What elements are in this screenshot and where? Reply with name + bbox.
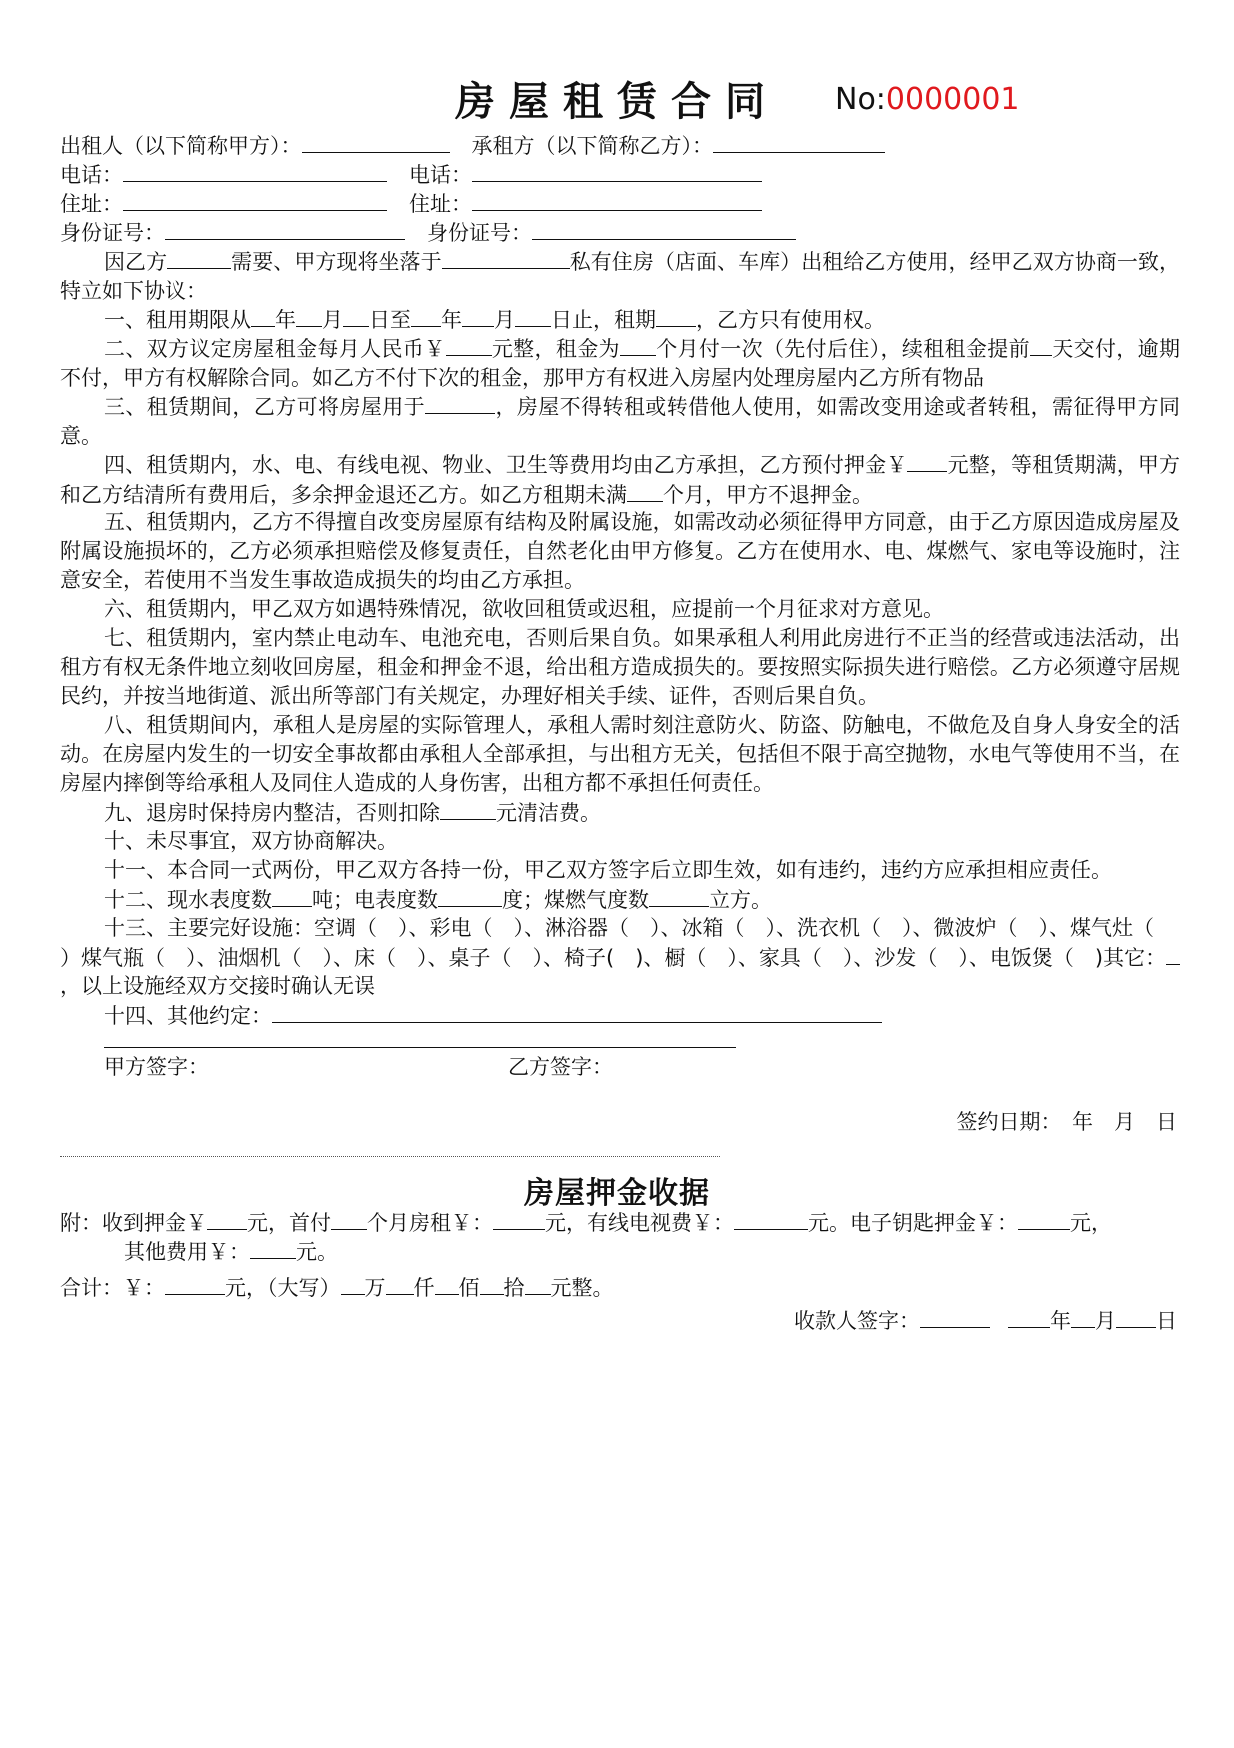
receipt-day-blank[interactable]: [1116, 1306, 1156, 1328]
clause-4: 四、租赁期内，水、电、有线电视、物业、卫生等费用均由乙方承担，乙方预付押金￥ 元整，等租赁期满，甲方和乙方结清所有费用后，多余押金退还乙方。如乙方租期未满 个月，甲方不退押金。: [60, 450, 1180, 510]
renew-days-blank[interactable]: [1030, 334, 1052, 356]
receipt-tv-fee-blank[interactable]: [734, 1208, 808, 1230]
party-a-signature: 甲方签字：: [104, 1055, 209, 1079]
lessee-blank[interactable]: [713, 131, 885, 153]
usage-blank[interactable]: [425, 392, 495, 414]
total-amount-blank[interactable]: [165, 1273, 225, 1295]
other-terms-blank[interactable]: [272, 1001, 882, 1023]
tear-line: [60, 1156, 720, 1157]
receipt-total: 合计：￥： 元，（大写） 万 仟 佰 拾 元整。: [60, 1273, 614, 1303]
receipt-rent-blank[interactable]: [493, 1208, 545, 1230]
start-day-blank[interactable]: [343, 305, 369, 327]
cleaning-fee-blank[interactable]: [440, 798, 496, 820]
total-qian-blank[interactable]: [386, 1273, 414, 1295]
start-month-blank[interactable]: [296, 305, 322, 327]
clause-13-line-1: 十三、主要完好设施：空调（ ）、彩电（ ）、淋浴器（ ）、冰箱（ ）、洗衣机（ ）、微波炉（ ）、煤气灶（: [104, 916, 1154, 940]
end-day-blank[interactable]: [515, 305, 551, 327]
document-number: [835, 82, 1020, 117]
signing-date: 签约日期： 年 月 日: [956, 1110, 1177, 1134]
clause-10: 十、未尽事宜，双方协商解决。: [104, 829, 398, 853]
lessee-id-label: 身份证号：: [427, 221, 532, 245]
end-month-blank[interactable]: [462, 305, 494, 327]
doc-no-value: 0000001: [885, 82, 1020, 117]
lease-term-blank[interactable]: [656, 305, 696, 327]
clause-13-line-2: ）煤气瓶（ ）、油烟机（ ）、床（ ）、桌子（ ）、椅子( )、橱（ ）、家具（ ）、沙发（ ）、电饭煲（ )其它：: [60, 943, 1180, 973]
id-row: [60, 218, 796, 248]
receipt-line-2: 其他费用￥： 元。: [124, 1237, 338, 1267]
total-bai-blank[interactable]: [435, 1273, 459, 1295]
clause-5: 五、租赁期内，乙方不得擅自改变房屋原有结构及附属设施，如需改动必须征得甲方同意，由于乙方原因造成房屋及附属设施损坏的，乙方必须承担赔偿及修复责任，自然老化由甲方修复。乙方在使用水、电、煤燃气、家电等设施时，注意安全，若使用不当发生事故造成损失的均由乙方承担。: [60, 510, 1180, 592]
other-facilities-blank[interactable]: [1166, 943, 1180, 965]
phone-row: [60, 160, 762, 190]
lessee-label: 承租方（以下简称乙方）：: [471, 134, 713, 158]
clause-3: 三、租赁期间，乙方可将房屋用于 ，房屋不得转租或转借他人使用，如需改变用途或者转租，需征得甲方同意。: [60, 392, 1180, 451]
receipt-year-blank[interactable]: [1008, 1306, 1050, 1328]
receiver-signature: 收款人签字： 年 月 日: [794, 1306, 1177, 1336]
water-meter-blank[interactable]: [272, 885, 312, 907]
clause-12: 十二、现水表度数 吨；电表度数 度；煤燃气度数 立方。: [60, 885, 1180, 915]
receipt-line-1: 附：收到押金￥ 元，首付 个月房租￥： 元，有线电视费￥： 元。电子钥匙押金￥： 元，: [60, 1208, 1112, 1238]
address-row: [60, 189, 762, 219]
lessor-id-label: 身份证号：: [60, 221, 165, 245]
lessor-phone-label: 电话：: [60, 163, 123, 187]
party-b-signature: 乙方签字：: [508, 1055, 613, 1079]
receiver-sign-blank[interactable]: [920, 1306, 990, 1328]
clause-11: 十一、本合同一式两份，甲乙双方各持一份，甲乙双方签字后立即生效，如有违约，违约方应承担相应责任。: [104, 858, 1112, 882]
lessor-phone-blank[interactable]: [123, 160, 387, 182]
clause-2: 二、双方议定房屋租金每月人民币￥ 元整，租金为 个月付一次（先付后住），续租租金提前 天交付，逾期不付，甲方有权解除合同。如乙方不付下次的租金，那甲方有权进入房屋内处理房屋内乙方所有物品: [60, 334, 1180, 393]
lessee-phone-blank[interactable]: [472, 160, 762, 182]
start-year-blank[interactable]: [251, 305, 275, 327]
receipt-other-blank[interactable]: [250, 1237, 296, 1259]
receipt-key-deposit-blank[interactable]: [1018, 1208, 1070, 1230]
clause-14: 十四、其他约定：: [104, 1001, 882, 1031]
clause-6: 六、租赁期内，甲乙双方如遇特殊情况，欲收回租赁或迟租，应提前一个月征求对方意见。: [104, 597, 944, 621]
pay-period-blank[interactable]: [620, 334, 656, 356]
receipt-title: 房屋押金收据: [524, 1176, 710, 1211]
total-shi-blank[interactable]: [480, 1273, 504, 1295]
total-yuan-blank[interactable]: [525, 1273, 551, 1295]
deposit-blank[interactable]: [907, 450, 947, 472]
lessor-address-label: 住址：: [60, 192, 123, 216]
purpose-blank[interactable]: [167, 247, 231, 269]
doc-no-label: No:: [835, 82, 886, 117]
intro-paragraph: 因乙方 需要、甲方现将坐落于 私有住房（店面、车库）出租给乙方使用，经甲乙双方协商一致，特立如下协议：: [60, 247, 1180, 306]
lessor-blank[interactable]: [302, 131, 450, 153]
clause-9: 九、退房时保持房内整洁，否则扣除 元清洁费。: [60, 798, 1180, 828]
lessor-id-blank[interactable]: [165, 218, 405, 240]
receipt-month-blank[interactable]: [1071, 1306, 1095, 1328]
clause-1: 一、租用期限从 年 月 日至 年 月 日止，租期 ，乙方只有使用权。: [60, 305, 1180, 335]
location-blank[interactable]: [442, 247, 570, 269]
other-terms-line-2[interactable]: [104, 1047, 736, 1048]
lessee-id-blank[interactable]: [532, 218, 796, 240]
total-wan-blank[interactable]: [341, 1273, 365, 1295]
end-year-blank[interactable]: [411, 305, 441, 327]
monthly-rent-blank[interactable]: [446, 334, 492, 356]
lessee-address-label: 住址：: [409, 192, 472, 216]
min-months-blank[interactable]: [627, 480, 663, 502]
lessee-address-blank[interactable]: [472, 189, 762, 211]
lessor-label: 出租人（以下简称甲方）：: [60, 134, 302, 158]
clause-13-line-3: ，以上设施经双方交接时确认无误: [60, 974, 375, 998]
clause-7: 七、租赁期内，室内禁止电动车、电池充电，否则后果自负。如果承租人利用此房进行不正当的经营或违法活动，出租方有权无条件地立刻收回房屋，租金和押金不退，给出租方造成损失的。要按照实际损失进行赔偿。乙方必须遵守居规民约，并按当地街道、派出所等部门有关规定，办理好相关手续、证件，否则后果自负。: [60, 626, 1180, 708]
contract-title: 房屋租赁合同: [455, 79, 779, 125]
clause-8: 八、租赁期间内，承租人是房屋的实际管理人，承租人需时刻注意防火、防盗、防触电，不做危及自身人身安全的活动。在房屋内发生的一切安全事故都由承租人全部承担，与出租方无关，包括但不限于高空抛物，水电气等使用不当，在房屋内摔倒等给承租人及同住人造成的人身伤害，出租方都不承担任何责任。: [60, 713, 1180, 795]
lessee-phone-label: 电话：: [409, 163, 472, 187]
gas-meter-blank[interactable]: [649, 885, 709, 907]
lessor-address-blank[interactable]: [123, 189, 387, 211]
party-names-row: [60, 131, 885, 161]
electric-meter-blank[interactable]: [438, 885, 502, 907]
receipt-months-blank[interactable]: [331, 1208, 367, 1230]
receipt-deposit-blank[interactable]: [207, 1208, 247, 1230]
